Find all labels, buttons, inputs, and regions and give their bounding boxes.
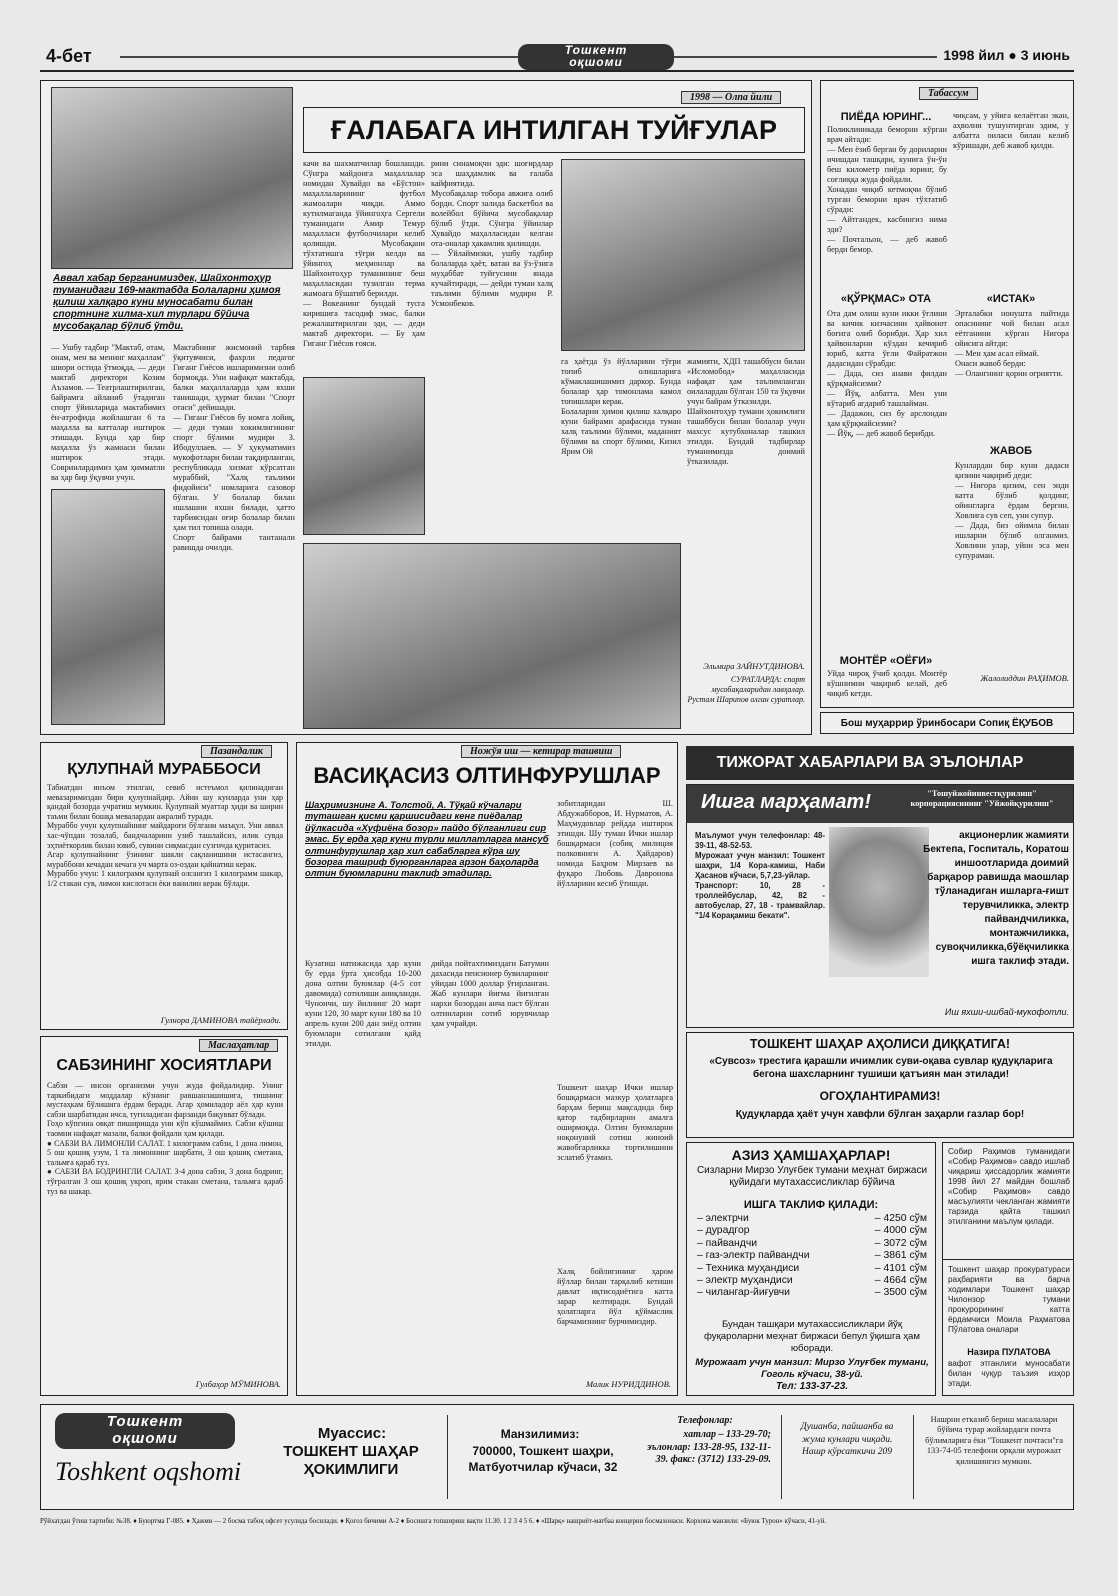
- article-2-col1: зобитларидан Ш. Абдужабборов, И. Нурматов, А. Маҳмудовлар рейдда иштирок этишди. Шу туман Ички ишлар бошқармаси (собиқ милиция полковниги А. Ҳайдаров) номида Баҳром Мирзаев ва фуқаро Любовь Давронова йўлларини кесиб ўтишди.: [557, 799, 673, 888]
- ads-banner-title: ТИЖОРАТ ХАБАРЛАРИ ВА ЭЪЛОНЛАР: [716, 754, 1024, 771]
- header-date: 1998 йил ● 3 июнь: [937, 47, 1070, 63]
- article-1-signature: Эльмира ЗАЙНУТДИНОВА.: [703, 661, 805, 671]
- notice-reorganization: Собир Раҳимов туманидаги «Собир Раҳимов» савдо ишлаб чиқариш ҳиссадорлик жамияти 1998 йил 27 майдан бошлаб «Собир Раҳимов» савдо масъулияти чекланган жамияти тарзида қайта ташкил этилганини маълум қилади.: [948, 1147, 1070, 1226]
- advice-article: [40, 1036, 288, 1396]
- tabassum-t5: Кунлардан бир куни дадаси қизини чақириб деди: — Нигора қизим, сен энди катта бўлиб қолдинг, ойингларга ёрдам бергин. Ховлига сув сеп, уни супур. — Дада, биз ойимла билан ишларни бўлиб олганмиз. Ховлини улар, уйни эса мен супураман.: [955, 461, 1069, 560]
- warning-ad-text: «Сувсоз» трестига қарашли ичимлик суви-оқава сувлар қудуқларига бегона шахсларнинг тушиши қатъиян ман этилади!: [709, 1056, 1053, 1080]
- footer-divider-2: [781, 1415, 782, 1499]
- warning-ad-note: Қудуқларда ҳаёт учун хавфли бўлган заҳарли газлар бор!: [735, 1109, 1025, 1120]
- job-pay: – 3072 сўм: [874, 1237, 927, 1249]
- job-row: [697, 1287, 927, 1299]
- page-number: 4-бет: [46, 46, 92, 66]
- tabassum-t3: Уйда чироқ ўчиб қолди. Монтёр кўшнимни чақириб келай, деб чиқиб кетди.: [827, 669, 947, 698]
- job-ad-1-text: акционерлик жамияти Бектепа, Госпиталь, Коратош иншоотларида доимий барқарор равишда маошлар тўланадиган ишларга-ғишт терувчиликка, электр пайвандчиликка, монтажчиликка, сувоқчиликка,бўёқчиликка ишга таклиф этади.: [923, 830, 1069, 967]
- article-2-title: ВАСИҚАСИЗ ОЛТИНФУРУШЛАР: [313, 763, 661, 788]
- advice-text: Сабзи — инсон организми учун жуда фойдалидир. Унинг таркибидаги моддалар кўзнинг равшанлашишига, тишнинг мустаҳкам бўлишига ёрдам беради. Агар ҳомиладор аёл ҳар куни сабзи шарбатидан ичса, туғиладиган фарзанди бақувват бўлади. Гоҳо кўпгина овқат пиширишда уни кўп кўшмаймиз. Сабзи кўшиш таомни нафақат мазали, балки фойдали ҳам қилади. ● САБЗИ ВА ЛИМОНЛИ САЛАТ. 1 килограмм сабзи, 1 дона лимон, 5 ош қошиқ узум, 1 та лимоннинг шарбати, 3 ош қошиқ сметана, тальмға қараб туз. ● САБЗИ ВА БОДРИНГЛИ САЛАТ. 3-4 дона сабзи, 3 дона бодринг, тўғралган 3 ош қошиқ укроп, ярим стакан сметана, тальмға қараб туз ва шакар.: [47, 1081, 283, 1196]
- deputy-editor-line: Бош муҳаррир ўринбосари Сопиқ ЁҚУБОВ: [820, 712, 1074, 734]
- footer-address: 700000, Тошкент шаҳри, Матбуотчилар кўчаси, 32: [468, 1444, 618, 1474]
- recipe-title: ҚУЛУПНАЙ МУРАББОСИ: [67, 761, 261, 778]
- job-pay: – 3861 сўм: [874, 1250, 927, 1262]
- footer-divider-3: [913, 1415, 914, 1499]
- footer-divider-1: [447, 1415, 448, 1499]
- footer-founder: ТОШКЕНТ ШАҲАР ҲОКИМЛИГИ: [283, 1443, 419, 1478]
- article-2-col3: дийда пойтахтимиздаги Батумин дахасида пенсионер бувиларнинг уйидан 1000 доллар ўғирланган. Жаб кунлари йиғма йиғилган нархи бозордан анча паст бўлган олтинларни сотиб юрувчилар ҳам учрайди.: [431, 959, 549, 1028]
- recipe-rubric: Пазандалик: [201, 745, 272, 758]
- footer: [40, 1404, 1074, 1510]
- notices-column: [942, 1142, 1074, 1396]
- footer-logo: [55, 1413, 235, 1449]
- job-row: [697, 1250, 927, 1262]
- article-2-rubric: Ножўя иш — кетирар ташвиш: [461, 745, 621, 758]
- warning-ad-title: ТОШКЕНТ ШАҲАР АҲОЛИСИ ДИҚҚАТИГА!: [749, 1037, 1011, 1051]
- article-1-caption: Аввал хабар берганимиздек, Шайхонтоҳур туманидаги 169-мактабда Болаларни ҳимоя қилиш халқаро куни муносабати билан спортнинг хилма-хил турлари бўйича мусобақалар бўлиб ўтди.: [53, 273, 281, 332]
- advice-rubric: Маслаҳатлар: [199, 1039, 278, 1052]
- article-2-col2: Кузатиш натижасида ҳар куни бу ерда ўрта ҳисобда 10-200 дона олтин буюмлар (4-5 сот давомида) сотилиши аниқланди. Чунончи, шу йилнинг 20 март куни 120, 30 март куни 180 ва 10 апрель куни 200 дан зиёд олтин буюмлари сотилгани қайд этилди.: [305, 959, 421, 1048]
- recipe-article: [40, 742, 288, 1030]
- job-ad-1: [686, 784, 1074, 1028]
- footer-phones-label: Телефонлар:: [677, 1415, 733, 1426]
- article-1-col4: рини синамоқчи эди: шоғирдлар эса шаҳдамлик ва ғалаба кайфиятида. Мусобақалар тобора авжига олиб борди. Спорт залида баскетбол ва волейбол бўйича мусобақалар бўлиб ўтди. Сўнгра ўйинлар Хувайдо маҳалласидан келган ота-оналар ҳакамлик қилишди. — Ўйлаймизки, ушбу тадбир болаларда ҳаёт, ватан ва ўз-ўзига муҳаббат туйғусини янада кучайтиради, — дейди туман халқ таълими бўлими мудири Р. Усмонбеков.: [431, 159, 553, 308]
- job-pay: – 4101 сўм: [874, 1262, 927, 1274]
- warning-ad-warn: ОГОҲЛАНТИРАМИЗ!: [819, 1089, 941, 1103]
- job-row: [697, 1213, 927, 1225]
- footer-address-label: Манзилимиз:: [500, 1427, 580, 1441]
- job-row: [697, 1275, 927, 1287]
- notice-name: Назира ПУЛАТОВА: [967, 1347, 1051, 1357]
- job-ad-2-address: Мурожаат учун манзил: Мирзо Улуғбек тумани, Гоголь кўчаси, 38-уй.: [695, 1357, 929, 1380]
- footer-logo-line1: Тошкент: [106, 1413, 184, 1430]
- job-pay: – 4000 сўм: [874, 1225, 927, 1237]
- photo-basketball: [51, 489, 165, 725]
- tabassum-h3: МОНТЁР «ОЁҒИ»: [839, 655, 933, 667]
- article-1-title: ҒАЛАБАГА ИНТИЛГАН ТУЙҒУЛАР: [303, 107, 805, 153]
- job-row: [697, 1225, 927, 1237]
- warning-ad: [686, 1032, 1074, 1138]
- job-name: – пайвандчи: [697, 1237, 758, 1249]
- job-name: – газ-электр пайвандчи: [697, 1250, 810, 1262]
- job-name: – электр муҳандиси: [697, 1275, 793, 1287]
- job-name: – электрчи: [697, 1213, 749, 1224]
- tabassum-h1: ПИЁДА ЮРИНГ...: [840, 111, 932, 123]
- advice-signature: Гулбаҳор МЎМИНОВА.: [195, 1379, 281, 1389]
- job-name: – чилангар-йиғувчи: [697, 1287, 790, 1299]
- imprint-line: Рўйхатдан ўтиш тартиби: №38. ♦ Буюртма Г-085. ♦ Ҳажми — 2 босма табоқ офсет усулида босилади. ♦ Қоғоз бичими А-2 ♦ Босишга топшириш вақти 11.30. 1 2 3 4 5 6. ♦ «Шарқ» нашриёт-матбаа концерни босмахонаси. Корхона манзили: «Буюк Турон» кўчаси, 41-уй.: [40, 1518, 827, 1525]
- article-2-signature: Малик НУРИДДИНОВ.: [585, 1379, 671, 1389]
- job-name: – Техника муҳандиси: [697, 1262, 800, 1274]
- job-ad-1-contact: Маълумот учун телефонлар: 48-39-11, 48-52-53. Мурожаат учун манзил: Тошкент шаҳри, 1/4 Кора-камиш, Наби Ҳасанов кўчаси, 5,7,23-уйлар. Транспорт: 10, 28 - троллейбуслар, 42, 82 - автобуслар, 27, 18 - трамвайлар. "1/4 Корақамиш бекати".: [695, 831, 825, 920]
- photo-trophies: [51, 87, 293, 269]
- notice-condolence: Тошкент шаҳар прокуратураси раҳбарияти ва барча ходимлари Тошкент шаҳар Чилонзор тумани прокурорининг катта ёрдамчиси Моила Раҳматова Пўлатова оналари: [948, 1265, 1070, 1334]
- tabassum-col2-top: чиқсам, у уйига келаётган экан, аҳволни тушунтирган эдим, у албатта оиласи билан келиб кўришади, деб жавоб қилди.: [953, 111, 1069, 150]
- article-2-col4: Тошкент шаҳар Ички ишлар бошқармаси мазкур ҳолатларга барҳам бериш мақсадида бир қатор тадбирларни амалга оширмоқда. Олтин буюмларни ноқонуний сотиш жиноий жавобгарликка тортилишини эслатиб ўтамиз.: [557, 1083, 673, 1162]
- article-1-col3: качи ва шахматчилар бошлашди. Сўнгра майдонга маҳаллалар номидан Хувайдо ва «Бўстон» маҳаллаларининг футбол жамоалари чиқди. Аммо кутилмаганда ўйингоҳга Сергели туманидаги Амир Темур маҳалласи футболчилари келиб қолишди. Мусобақани тўхтатишга тўғри келди ва ўйингоҳ меҳмонлар ва Шайхонтоҳур туманининг беш маҳалласидан тузилган терма жамоага бўшатиб берилди. — Вокеанинг бундай тусга киришига тасодиф эмас, балки режалаштирилган эди, — деди мактаб директори. — Бу ҳам Гиганг Гиёсов ғояси.: [303, 159, 425, 348]
- header-logo-line2: оқшоми: [569, 55, 623, 69]
- job-ad-2: [686, 1142, 936, 1396]
- job-ad-1-company: "Тошуйжойинвестқурилиш" корпорациясининг "Уйжойқурилиш": [910, 789, 1054, 808]
- advice-title: САБЗИНИНГ ХОСИЯТЛАРИ: [56, 1057, 272, 1074]
- tabassum-t2: Ота дам олиш куни икки ўғлини ва кичик кизчасини ҳайвонот боғига олиб борибди. Ҳар хил ҳайвонларни кўздан кечириб юриб, катта ўғли Файратжон дадасидан сўрабди: — Дада, сиз анави филдан қўрқмайсизми? — Йўқ, албатта. Мен уни кўтариб ағдариб ташлайман. — Дадажон, сиз бу арслондан ҳам қўрқмайсизми? — Йўқ, — деб жавоб берибди.: [827, 309, 947, 438]
- article-1: [40, 80, 812, 735]
- photo-woman: [829, 827, 929, 977]
- footer-logo-latin: Toshkent oqshomi: [55, 1457, 242, 1486]
- job-row: [697, 1263, 927, 1275]
- job-ad-2-intro: Сизларни Мирзо Улуғбек тумани меҳнат биржаси қуйидаги мутахассисликлар бўйича: [696, 1165, 928, 1188]
- tabassum-column: [820, 80, 1074, 708]
- tabassum-t1: Поликлиникада беморни кўрган врач айтади: — Мен ёзиб берган бу дориларни ичишдан ташқари, кунига ўн-ўн беш километр пиёда юринг, бу соғлиққа жуда фойдали. Хонадан чиқиб кетмоқчи бўлиб турган беморни врач тўхтатиб сўради: — Айтгандек, касбингиз нима эди? — Почтальон, — деб жавоб берди бемор.: [827, 125, 947, 254]
- article-1-col2: Мактабнинг жисмоний тарбия ўқитувчиси, фахрли педагог Гиганг Гиёсов ишларимизни олиб бормоқда. Уни нафақат мактабда, балки маҳаллаларда ҳам яхши танишади, ҳурмат билан "Спорт отаси" дейишади. — Гиганг Гиёсов бу номга лойиқ, — деди туман хокимлигининг спорт бўлими мудири З. Ибодуллаев. — У ҳукуматимиз мукофотлари билан тақдирланган, республикада хизмат кўрсатган мураббий, "Халқ таълими фидойиси" номларига сазовор бўлган. У болалар билан ишлашни яхши билади, ҳатто тарбиясидан оғир болалар билан ҳам тил топиша олади. Спорт байрами тантанали равишда очилди.: [173, 343, 295, 552]
- article-1-col5: га ҳаётда ўз йўлларини тўғри топиб олишларига кўмаклашишимиз даркор. Бунда болалар ҳар томонлама камол топишлари керак. Болаларни ҳимоя қилиш халқаро куни байрами арафасида туман халқ таълими бўлими, маданият бўлими ва спорт бўлими, Кизил Ярим Ой: [561, 357, 681, 456]
- job-list: [697, 1213, 927, 1313]
- tabassum-signature: Жалолиддин РАҲИМОВ.: [980, 673, 1069, 683]
- article-1-photo-note: СУРАТЛАРДА: спорт мусобақаларидан лавҳалар. Рустам Шарипов олган суратлар.: [687, 675, 805, 704]
- article-2: [296, 742, 678, 1396]
- job-ad-2-title: АЗИЗ ҲАМШАҲАРЛАР!: [731, 1147, 891, 1163]
- job-pay: – 4250 сўм: [874, 1213, 927, 1224]
- job-pay: – 4664 сўм: [874, 1275, 927, 1287]
- header-logo: [518, 44, 674, 70]
- job-ad-2-more: Бундан ташқари мутахассисликлари йўқ фуқароларни меҳнат биржаси бепул ўқишга ҳам юборади.: [704, 1319, 920, 1354]
- recipe-signature: Гулнора ДАМИНОВА тайёрлади.: [160, 1015, 281, 1025]
- footer-founder-label: Муассис:: [317, 1425, 387, 1442]
- article-1-col6: жамияти, ХДП ташаббуси билан «Исломобод» маҳалласида нафақат ҳам таълимланган оилалардан бўлган 150 та ўқувчи учун байрам ўтказилди. Шайхонтоҳур тумани ҳокимлиги ташаббуси билан болалар учун махсус кутубхоналар ташкил этилди. Бундай тадбирлар туманимизда доимий ўтказилади.: [687, 357, 805, 466]
- photo-children: [561, 159, 805, 351]
- job-ad-2-invite: ИШГА ТАКЛИФ ҚИЛАДИ:: [743, 1199, 879, 1211]
- article-1-rubric: 1998 — Олпа йили: [681, 91, 781, 104]
- tabassum-h2: «ҚЎРҚМАС» ОТА: [840, 293, 932, 305]
- tabassum-h4: «ИСТАК»: [986, 293, 1036, 305]
- header-logo-line1: Тошкент: [564, 43, 628, 57]
- footer-slogan: Душанба, пайшанба ва жума кунлари чиқади. Нашр кўрсаткичи 209: [800, 1422, 894, 1457]
- footer-logo-line2: оқшоми: [112, 1430, 178, 1447]
- job-ad-1-reward: Иш яхши-ишбай-мукофотли.: [944, 1007, 1069, 1017]
- article-2-lead: Шаҳримизнинг А. Толстой, А. Тўқай кўчалари туташган қисми қаршисидаги кенг пиёдалар йўлкасида «Хуфиёна бозор» пайдо бўлганлиги сир эмас. Бу ерда ҳар куни турли миллатларга мансуб олтинфурушлар ҳар хил сабабларга кўра шу бозорга ташриф буюрганларга арзон баҳоларда олтин буюмларини таклиф этадилар.: [305, 799, 549, 879]
- photo-group: [303, 543, 681, 729]
- photo-boy: [303, 377, 425, 535]
- tabassum-rubric: Табассум: [919, 87, 978, 100]
- job-name: – дурадгор: [697, 1225, 750, 1237]
- job-ad-1-title: Ишга марҳамат!: [701, 791, 871, 813]
- ads-banner: [686, 746, 1074, 780]
- job-row: [697, 1238, 927, 1250]
- article-1-col1: — Ушбу тадбир "Мактаб, отам, онам, мен ва менинг маҳаллам" шиори остида ўтмоқда, — деди мактаб директори Козим Аъзамов. — Театрлаштирилган, байрамга айланиб ўтадиган спорт ўйинларида мактабимиз ён-атрофида жойлашган 6 та маҳалла ва катталар иштирок этишади. Бунда ҳар бир маҳалла ўз жамоаси билан иштирок этади. Совринлардимиз ҳам ҳимматли ва ҳар бир ўқувчи учун.: [51, 343, 165, 482]
- recipe-text: Табиатдан инъом этилган, севиб истеъмол қилинадиган мевазаримиздан бири қулупнайдир. Айни шу кунларда уни ҳар қандай бозорда учратиш мумкин. Қулупнай муаттар ҳиди ва ширин таъми билан бошқа мевалардан ажралиб туради. Мураббо учун қулупнайнинг майдароғи бўлгани маъқул. Уни аввал хас-чўпдан тозалаб, бандчаларини узиб ташлайсиз, илик сувда эҳтиёткорлик билан ювиб, сувини сиқмасдан сузгичда қуритасиз. Агар қулупнайнинг ўзининг шакли сақланишини истасангиз, мураббони кечадан кечага уч марта оз-оздан қайнатиш керак. Мураббо учун: 1 килограмм қулупнай олсангиз 1 килограмм шакар, 1/2 стакан сув, лимон кислотаси ёки ванилин керак бўлади.: [47, 783, 283, 888]
- page-header: [40, 42, 1074, 72]
- footer-phones: хатлар – 133-29-70; эълонлар: 133-28-95, 132-11-39. факс: (3712) 133-29-09.: [647, 1429, 771, 1465]
- notice-divider: [943, 1259, 1074, 1260]
- job-pay: – 3500 сўм: [874, 1287, 927, 1299]
- footer-note: Нашрни етказиб бериш масалалари бўйича турар жойлардаги почта бўлимларига ёки "Тошкент почтаси"га 133-74-05 телефони орқали мурожаат қилишингиз мумкин.: [925, 1415, 1063, 1466]
- job-ad-2-tel: Тел: 133-37-23.: [775, 1381, 849, 1392]
- tabassum-t4: Эрталабки нонушта пайтида опасининг чой билан асал еётганини кўрган Нигора ойисига айтди: — Мен ҳам асал еймай. Онаси жавоб берди: — Олангнинг қорни оғриятти.: [955, 309, 1069, 378]
- tabassum-h5: ЖАВОБ: [989, 445, 1033, 457]
- notice-condolence-end: вафот этганлиги муносабати билан чуқур таъзия изҳор этади.: [948, 1359, 1070, 1388]
- article-2-col5: Халқ бойлигининг ҳаром йўллар билан тарқалиб кетиши давлат иқтисодиётига катта зарар келтиради. Бундай ҳолатларга йўл қўймаслик барчамизнинг бурчимиздир.: [557, 1267, 673, 1326]
